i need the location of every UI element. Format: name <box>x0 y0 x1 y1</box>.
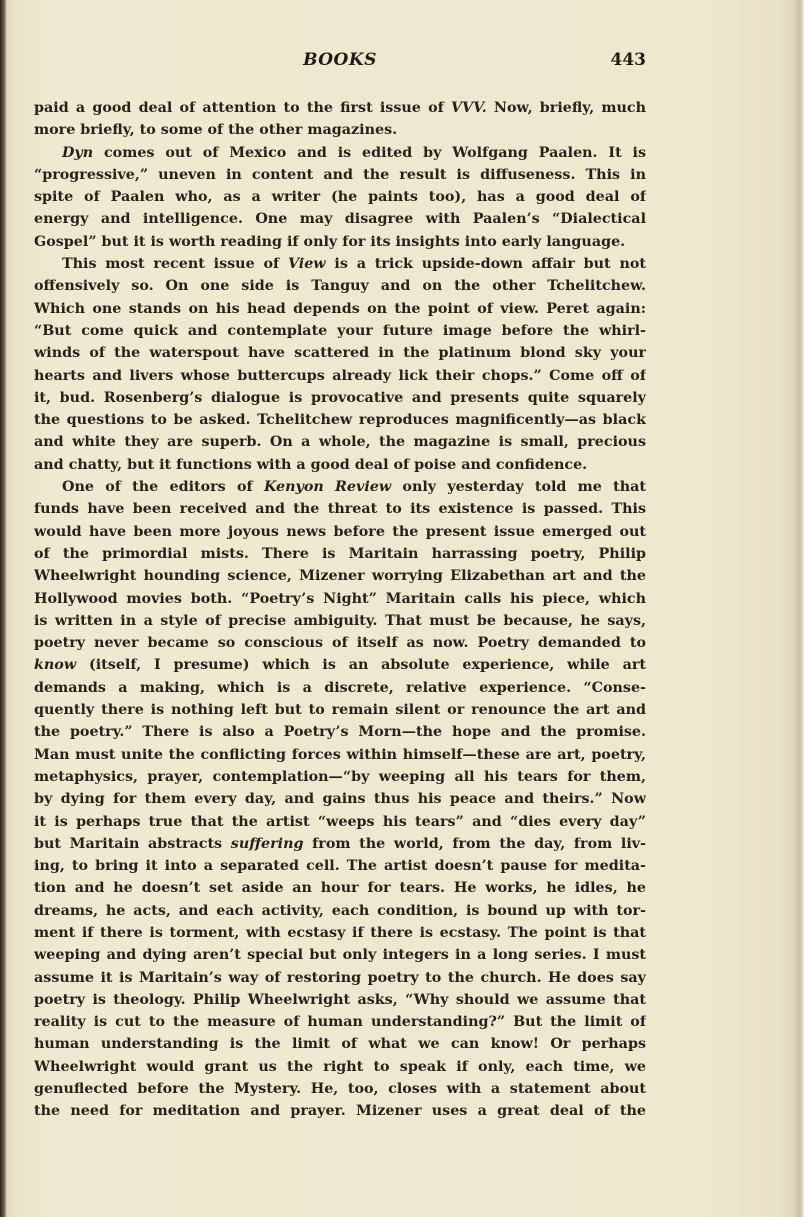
running-head: BOOKS <box>303 50 377 70</box>
italic-title: Dyn <box>62 144 94 161</box>
text-line <box>34 1056 646 1078</box>
text-line <box>34 1100 646 1122</box>
text-line <box>34 320 646 342</box>
text-segment: ing, to bring it into a separated cell. The artist doesn’t pause for medita- <box>34 858 646 875</box>
text-segment: (itself, I presume) which is an absolute experience, while art <box>76 657 646 674</box>
text-line <box>34 298 646 320</box>
text-line <box>34 275 646 297</box>
text-segment: only yesterday told me that <box>391 479 646 496</box>
text-segment: reality is cut to the measure of human understanding?” But the limit of <box>34 1014 646 1031</box>
text-line <box>34 610 646 632</box>
text-segment: Now, briefly, much <box>486 100 646 116</box>
text-line <box>34 632 646 654</box>
text-segment: “progressive,” uneven in content and the result is diffuseness. This in <box>34 166 646 183</box>
text-line <box>34 1011 646 1033</box>
text-segment: dreams, he acts, and each activity, each condition, is bound up with tor- <box>34 902 646 919</box>
text-line <box>34 900 646 922</box>
text-segment: Which one stands on his head depends on the point of view. Peret again: <box>34 300 646 317</box>
text-line <box>34 677 646 699</box>
text-line <box>34 1078 646 1100</box>
italic-title: suffering <box>230 835 304 852</box>
text-segment: energy and intelligence. One may disagree with Paalen’s “Dialectical <box>34 211 646 228</box>
text-segment: and chatty, but it functions with a good deal of poise and confidence. <box>34 456 588 473</box>
text-line <box>34 855 646 877</box>
text-line <box>34 387 646 409</box>
text-segment: from the world, from the day, from liv- <box>303 835 646 852</box>
text-line <box>34 654 646 676</box>
text-segment: would have been more joyous news before the present issue emerged out <box>34 523 646 540</box>
text-segment: the questions to be asked. Tchelitchew reproduces magnificently—as black <box>34 412 646 429</box>
text-line <box>34 253 646 275</box>
text-line <box>34 476 646 498</box>
page-header <box>34 50 646 76</box>
text-segment: poetry never became so conscious of itself as now. Poetry demanded to <box>34 635 646 652</box>
text-segment: it, bud. Rosenberg’s dialogue is provocative and presents quite squarely <box>34 389 646 406</box>
text-line <box>34 877 646 899</box>
text-segment: but Maritain abstracts <box>34 835 231 852</box>
text-line <box>34 766 646 788</box>
text-segment: Wheelwright hounding science, Mizener worrying Elizabethan art and the <box>34 568 646 585</box>
page-number: 443 <box>610 50 646 70</box>
text-line <box>34 409 646 431</box>
text-segment: funds have been received and the threat to its existence is passed. This <box>34 501 646 518</box>
text-line <box>34 454 646 476</box>
text-line <box>34 142 646 164</box>
page-right-edge <box>794 0 804 1217</box>
text-line <box>34 967 646 989</box>
text-segment: “But come quick and contemplate your future image before the whirl- <box>34 322 646 339</box>
text-segment: tion and he doesn’t set aside an hour for tears. He works, he idles, he <box>34 880 646 897</box>
paragraph <box>34 253 646 476</box>
text-line <box>34 164 646 186</box>
text-segment: more briefly, to some of the other magazines. <box>34 122 398 139</box>
text-line <box>34 811 646 833</box>
text-line <box>34 588 646 610</box>
text-segment: metaphysics, prayer, contemplation—“by weeping all his tears for them, <box>34 768 646 785</box>
text-line <box>34 543 646 565</box>
paragraph <box>34 142 646 253</box>
text-segment: of the primordial mists. There is Maritain harrassing poetry, Philip <box>34 545 646 562</box>
text-line <box>34 231 646 253</box>
text-segment: it is perhaps true that the artist “weeps his tears” and “dies every day” <box>34 813 646 830</box>
text-line <box>34 342 646 364</box>
text-line <box>34 744 646 766</box>
text-line <box>34 186 646 208</box>
paragraph <box>34 97 646 142</box>
text-segment: spite of Paalen who, as a writer (he paints too), has a good deal of <box>34 189 646 206</box>
italic-title: Kenyon Review <box>263 479 392 496</box>
text-segment: is written in a style of precise ambiguity. That must be because, he says, <box>34 612 646 629</box>
body-text <box>34 97 646 1123</box>
text-segment: paid a good deal of attention to the first issue of <box>34 100 451 116</box>
text-line <box>34 97 646 119</box>
text-segment: genuflected before the Mystery. He, too, closes with a statement about <box>34 1081 646 1098</box>
text-line <box>34 365 646 387</box>
italic-title: View <box>287 256 326 273</box>
text-segment: This most recent issue of <box>62 256 288 273</box>
text-segment: hearts and livers whose buttercups already lick their chops.” Come off of <box>34 367 646 384</box>
text-segment: offensively so. On one side is Tanguy and on the other Tchelitchew. <box>34 278 646 295</box>
text-segment: ment if there is torment, with ecstasy if there is ecstasy. The point is that <box>34 924 646 941</box>
italic-title: know <box>34 657 77 674</box>
text-line <box>34 498 646 520</box>
text-line <box>34 565 646 587</box>
text-line <box>34 521 646 543</box>
text-segment: poetry is theology. Philip Wheelwright asks, “Why should we assume that <box>34 991 646 1008</box>
text-line <box>34 944 646 966</box>
text-segment: Wheelwright would grant us the right to speak if only, each time, we <box>34 1058 646 1075</box>
text-segment: weeping and dying aren’t special but only integers in a long series. I must <box>34 947 646 964</box>
text-segment: Man must unite the conflicting forces within himself—these are art, poetry, <box>34 746 646 763</box>
text-segment: quently there is nothing left but to remain silent or renounce the art and <box>34 702 646 719</box>
text-line <box>34 833 646 855</box>
page-gutter-shadow <box>0 0 7 1217</box>
text-line <box>34 119 646 141</box>
text-segment: the need for meditation and prayer. Mizener uses a great deal of the <box>34 1103 646 1120</box>
text-segment: One of the editors of <box>62 479 264 496</box>
text-segment: winds of the waterspout have scattered in the platinum blond sky your <box>34 345 646 362</box>
text-line <box>34 208 646 230</box>
text-segment: assume it is Maritain’s way of restoring poetry to the church. He does say <box>34 969 646 986</box>
text-line <box>34 788 646 810</box>
text-segment: the poetry.” There is also a Poetry’s Morn—the hope and the promise. <box>34 724 646 741</box>
text-segment: by dying for them every day, and gains thus his peace and theirs.” Now <box>34 791 646 808</box>
text-line <box>34 1033 646 1055</box>
text-line <box>34 431 646 453</box>
text-line <box>34 989 646 1011</box>
text-segment: is a trick upside-down affair but not <box>325 256 646 273</box>
text-segment: Gospel” but it is worth reading if only for its insights into early language. <box>34 233 626 250</box>
italic-title: VVV. <box>450 100 487 116</box>
text-segment: Hollywood movies both. “Poetry’s Night” Maritain calls his piece, which <box>34 590 646 607</box>
text-line <box>34 699 646 721</box>
text-segment: comes out of Mexico and is edited by Wolfgang Paalen. It is <box>93 144 646 161</box>
text-segment: human understanding is the limit of what we can know! Or perhaps <box>34 1036 646 1053</box>
text-segment: and white they are superb. On a whole, the magazine is small, precious <box>34 434 646 451</box>
text-segment: demands a making, which is a discrete, relative experience. “Conse- <box>34 679 646 696</box>
text-line <box>34 721 646 743</box>
text-line <box>34 922 646 944</box>
paragraph <box>34 476 646 1123</box>
